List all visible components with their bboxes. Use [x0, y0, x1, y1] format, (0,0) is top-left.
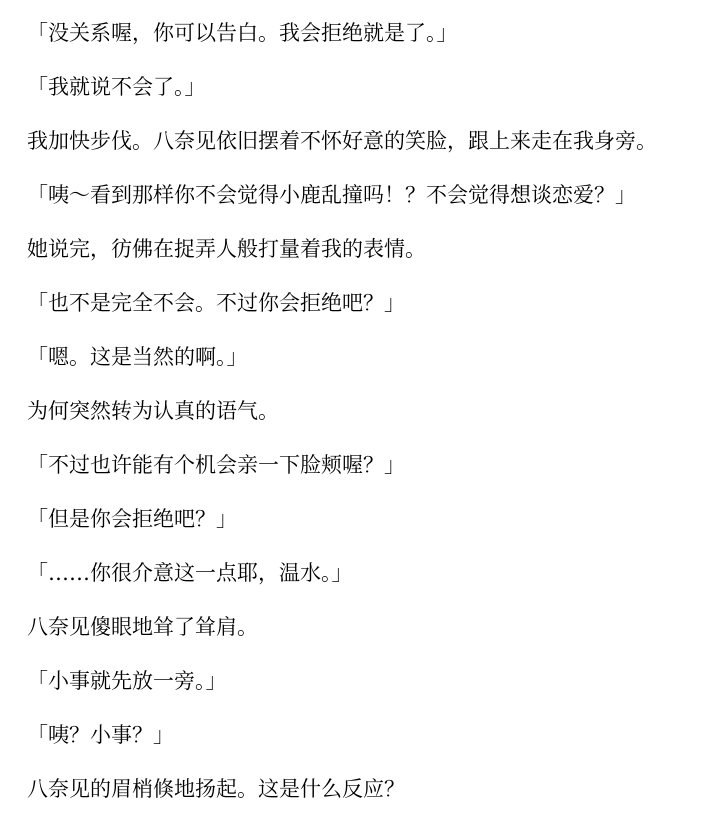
text-line-4: 「咦～看到那样你不会觉得小鹿乱撞吗！？不会觉得想谈恋爱？」	[27, 183, 636, 207]
text-line-13: 「小事就先放一旁。」	[27, 669, 227, 693]
text-line-6: 「也不是完全不会。不过你会拒绝吧？」	[27, 291, 405, 315]
text-line-1: 「没关系喔，你可以告白。我会拒绝就是了。」	[27, 21, 458, 45]
text-line-5: 她说完，彷佛在捉弄人般打量着我的表情。	[27, 237, 426, 261]
text-line-2: 「我就说不会了。」	[27, 75, 206, 99]
text-line-14: 「咦？小事？」	[27, 723, 174, 747]
text-line-15: 八奈见的眉梢倏地扬起。这是什么反应？	[27, 777, 405, 801]
text-line-11: 「……你很介意这一点耶，温水。」	[27, 561, 353, 585]
text-line-3: 我加快步伐。八奈见依旧摆着不怀好意的笑脸，跟上来走在我身旁。	[27, 129, 657, 153]
text-line-7: 「嗯。这是当然的啊。」	[27, 345, 248, 369]
text-line-8: 为何突然转为认真的语气。	[27, 399, 279, 423]
text-line-10: 「但是你会拒绝吧？」	[27, 507, 237, 531]
text-line-12: 八奈见傻眼地耸了耸肩。	[27, 615, 258, 639]
text-line-9: 「不过也许能有个机会亲一下脸颊喔？」	[27, 453, 405, 477]
